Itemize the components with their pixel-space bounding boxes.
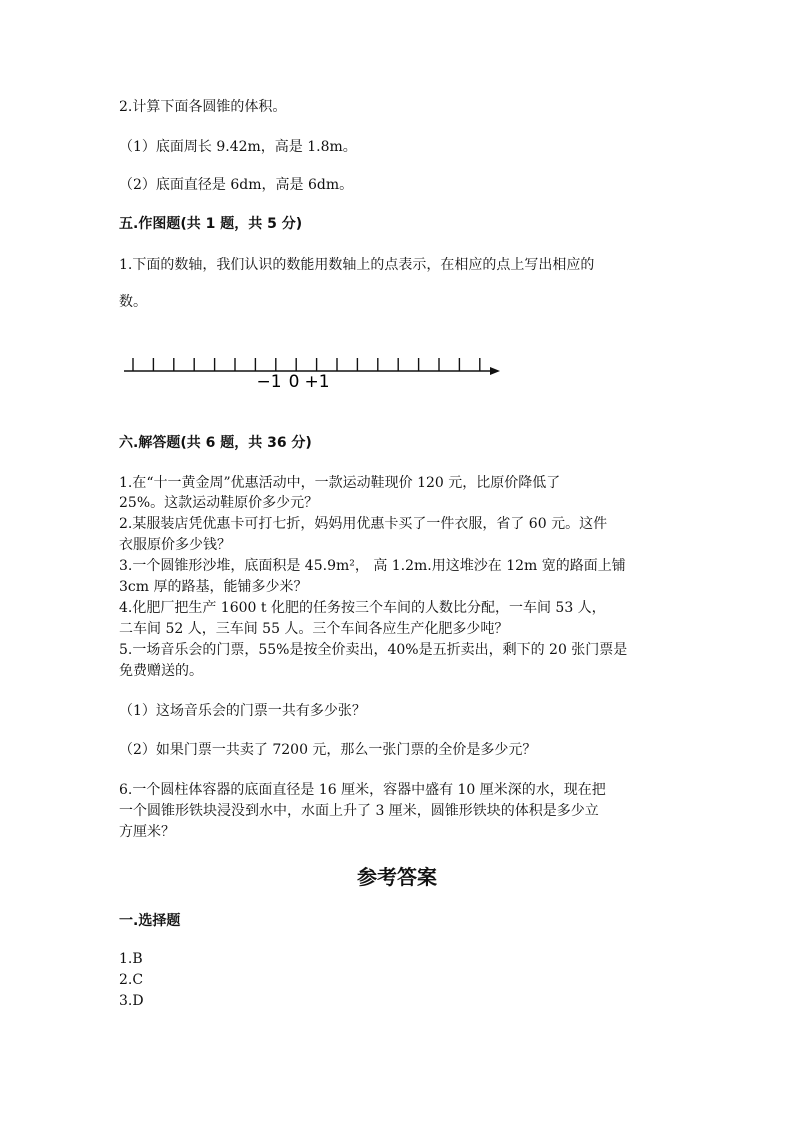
section-6-line: 衣服原价多少钱？ — [119, 537, 231, 553]
number-line-arrow — [490, 367, 500, 375]
section-6-line: 3.一个圆锥形沙堆，底面积是 45.9m²， 高 1.2m.用这堆沙在 12m 宽的路面上铺 — [119, 558, 626, 574]
question-2-item-2: （2）底面直径是 6dm，高是 6dm。 — [119, 177, 354, 193]
section-6-line: 1.在“十一黄金周”优惠活动中，一款运动鞋现价 120 元，比原价降低了 — [119, 475, 561, 491]
section-6-heading: 六.解答题(共 6 题，共 36 分) — [119, 435, 312, 451]
question-5-sub-2: （2）如果门票一共卖了 7200 元，那么一张门票的全价是多少元？ — [119, 742, 537, 758]
section-6-line: 25%。这款运动鞋原价多少元？ — [119, 495, 319, 511]
answers-title: 参考答案 — [357, 865, 437, 889]
label-plus-one: +1 — [304, 372, 330, 392]
section-5-q1-line-1: 1.下面的数轴，我们认识的数能用数轴上的点表示，在相应的点上写出相应的 — [119, 257, 595, 273]
label-zero: 0 — [288, 372, 300, 392]
question-2-title: 2.计算下面各圆锥的体积。 — [119, 99, 287, 115]
question-6-line: 6.一个圆柱体容器的底面直径是 16 厘米，容器中盛有 10 厘米深的水，现在把 — [119, 782, 606, 798]
number-line-ticks — [133, 358, 480, 371]
label-minus-one: −1 — [256, 372, 282, 392]
section-6-line: 4.化肥厂把生产 1600 t 化肥的任务按三个车间的人数比分配，一车间 53 人， — [119, 600, 606, 616]
section-6-line: 5.一场音乐会的门票，55%是按全价卖出，40%是五折卖出，剩下的 20 张门票是 — [119, 642, 628, 658]
question-6-line: 一个圆锥形铁块浸没到水中，水面上升了 3 厘米，圆锥形铁块的体积是多少立 — [119, 803, 599, 819]
section-6-line: 二车间 52 人，三车间 55 人。三个车间各应生产化肥多少吨？ — [119, 621, 509, 637]
section-6-line: 3cm 厚的路基，能铺多少米？ — [119, 579, 308, 595]
section-6-line: 2.某服装店凭优惠卡可打七折，妈妈用优惠卡买了一件衣服，省了 60 元。这件 — [119, 516, 608, 532]
section-5-heading: 五.作图题(共 1 题，共 5 分) — [119, 216, 303, 232]
question-5-sub-1: （1）这场音乐会的门票一共有多少张？ — [119, 703, 366, 719]
answers-section-1: 一.选择题 — [119, 913, 181, 929]
answer-item: 3.D — [119, 993, 144, 1009]
answer-item: 2.C — [119, 972, 144, 988]
number-line — [120, 352, 510, 396]
section-5-q1-line-2: 数。 — [119, 294, 147, 310]
answer-item: 1.B — [119, 951, 143, 967]
question-2-item-1: （1）底面周长 9.42m，高是 1.8m。 — [119, 139, 357, 155]
question-6-line: 方厘米？ — [119, 824, 175, 840]
section-6-line: 免费赠送的。 — [119, 663, 203, 679]
